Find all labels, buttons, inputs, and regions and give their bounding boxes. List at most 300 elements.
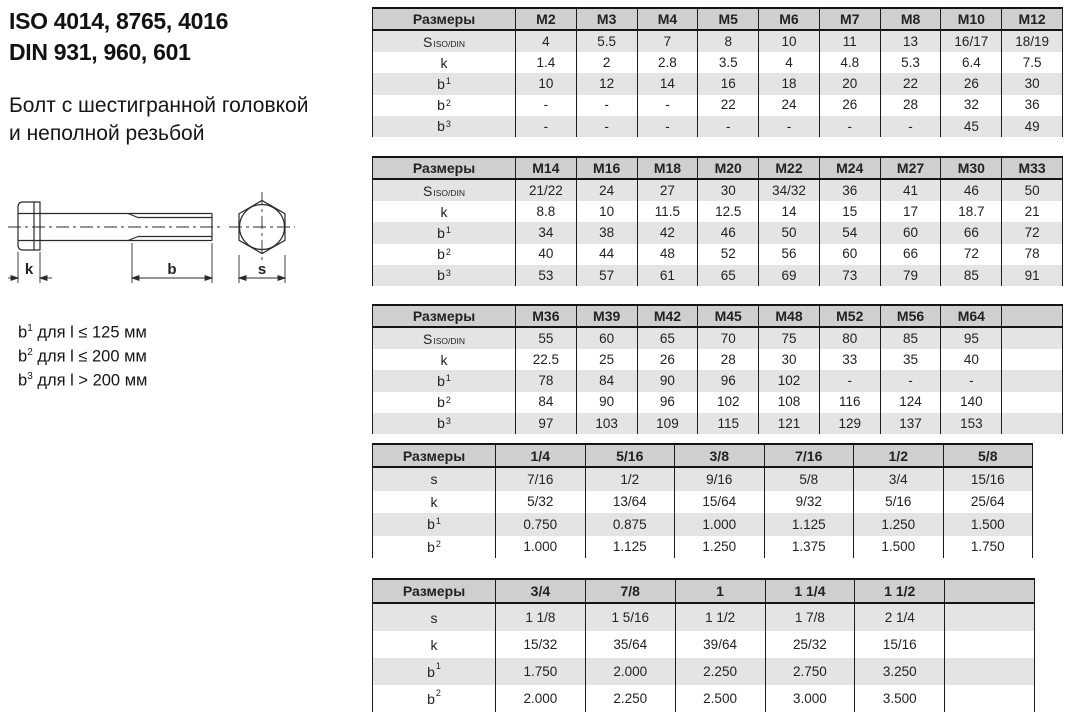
value-cell: 41 <box>881 180 942 201</box>
value-cell: 102 <box>698 392 759 413</box>
row-label <box>373 244 516 265</box>
value-cell: 3.5 <box>698 52 759 73</box>
value-cell: 1.250 <box>854 513 944 536</box>
row-label-sup: 3 <box>445 118 451 129</box>
value-cell: 52 <box>698 244 759 265</box>
value-cell: 5.5 <box>577 31 638 52</box>
value-cell: 4 <box>516 31 577 52</box>
row-label-base: b <box>427 663 435 680</box>
column-header-cell: 5/8 <box>944 443 1034 468</box>
value-cell: 116 <box>820 392 881 413</box>
value-cell: 30 <box>698 180 759 201</box>
column-header-cell: M56 <box>881 304 942 328</box>
value-cell: 1.500 <box>854 536 944 559</box>
row-label <box>373 95 516 116</box>
dim-label-k: k <box>24 261 34 278</box>
value-cell: 2.8 <box>638 52 699 73</box>
value-cell: 11.5 <box>638 201 699 222</box>
column-header-cell: M14 <box>516 156 577 180</box>
value-cell: 56 <box>759 244 820 265</box>
column-header-cell: M30 <box>941 156 1002 180</box>
column-header-cell: 1 1/4 <box>766 578 856 604</box>
row-label-base: b <box>437 224 445 241</box>
value-cell: 24 <box>759 95 820 116</box>
row-label-sup: 2 <box>435 538 441 549</box>
column-header-cell: 5/16 <box>586 443 676 468</box>
value-cell: 20 <box>820 73 881 94</box>
row-label-sup: 3 <box>445 267 451 278</box>
value-cell: 7 <box>638 31 699 52</box>
column-header-cell: 7/8 <box>586 578 676 604</box>
value-cell: - <box>516 95 577 116</box>
value-cell: - <box>638 116 699 137</box>
value-cell: 2.500 <box>676 685 766 712</box>
note-sup: 1 <box>27 323 33 334</box>
row-label-sup: 2 <box>435 688 441 698</box>
column-header-cell: M12 <box>1002 7 1063 31</box>
value-cell: 17 <box>881 201 942 222</box>
column-header-cell <box>945 578 1035 604</box>
note-text: для l ≤ 125 мм <box>32 323 147 342</box>
row-label <box>373 370 516 391</box>
value-cell: 4.8 <box>820 52 881 73</box>
value-cell: 2.000 <box>586 658 676 685</box>
value-cell: 2.000 <box>496 685 586 712</box>
value-cell: 1.750 <box>496 658 586 685</box>
column-header-cell: M7 <box>820 7 881 31</box>
row-label <box>373 491 496 514</box>
value-cell: 129 <box>820 413 881 434</box>
value-cell: 27 <box>638 180 699 201</box>
value-cell: 15/16 <box>944 468 1034 491</box>
value-cell: 30 <box>1002 73 1063 94</box>
value-cell: 95 <box>941 328 1002 349</box>
bolt-head-outline <box>18 202 40 250</box>
note-symbol: b <box>18 371 28 390</box>
value-cell: - <box>638 95 699 116</box>
row-label <box>373 328 516 349</box>
value-cell: 12.5 <box>698 201 759 222</box>
column-header-cell: 3/8 <box>675 443 765 468</box>
value-cell: 49 <box>1002 116 1063 137</box>
value-cell: 25/64 <box>944 491 1034 514</box>
value-cell: 90 <box>638 370 699 391</box>
value-cell: 24 <box>577 180 638 201</box>
column-header-cell: 7/16 <box>765 443 855 468</box>
value-cell <box>1002 349 1063 370</box>
row-label-base: S <box>423 33 433 50</box>
inch-table-3-4-to-1-1-2 <box>372 578 1035 712</box>
value-cell: - <box>516 116 577 137</box>
value-cell: 50 <box>759 222 820 243</box>
row-label-base: b <box>427 538 435 555</box>
standards-title <box>9 6 228 68</box>
value-cell: 109 <box>638 413 699 434</box>
value-cell: 46 <box>941 180 1002 201</box>
value-cell: 96 <box>638 392 699 413</box>
row-label <box>373 685 496 712</box>
value-cell: 1.000 <box>496 536 586 559</box>
column-header-cell: M27 <box>881 156 942 180</box>
column-header-cell: M2 <box>516 7 577 31</box>
value-cell: 14 <box>759 201 820 222</box>
value-cell: 90 <box>577 392 638 413</box>
metric-table-m36-m64 <box>372 304 1063 434</box>
value-cell: 8 <box>698 31 759 52</box>
value-cell: 3/4 <box>854 468 944 491</box>
value-cell: 140 <box>941 392 1002 413</box>
row-label-base: k <box>430 493 438 510</box>
value-cell: 15/64 <box>675 491 765 514</box>
value-cell: 15/32 <box>496 631 586 658</box>
value-cell <box>945 631 1035 658</box>
note-symbol: b <box>18 323 28 342</box>
note-b2 <box>18 343 147 367</box>
value-cell: 32 <box>941 95 1002 116</box>
column-header-cell: M42 <box>638 304 699 328</box>
row-label-base: S <box>423 182 433 199</box>
value-cell: 57 <box>577 265 638 286</box>
value-cell: 1.375 <box>765 536 855 559</box>
value-cell: 34/32 <box>759 180 820 201</box>
value-cell: 121 <box>759 413 820 434</box>
column-header-cell: M16 <box>577 156 638 180</box>
column-header-cell: M45 <box>698 304 759 328</box>
value-cell: 0.875 <box>586 513 676 536</box>
value-cell: 33 <box>820 349 881 370</box>
value-cell: 22 <box>881 73 942 94</box>
column-header-cell: M48 <box>759 304 820 328</box>
value-cell <box>945 604 1035 631</box>
value-cell <box>945 685 1035 712</box>
row-label-sup: 1 <box>445 76 451 87</box>
table-header-sizes: Размеры <box>373 7 516 31</box>
row-label-sub: ISO/DIN <box>433 187 465 198</box>
column-header-cell: 1/4 <box>496 443 586 468</box>
column-header-cell: M52 <box>820 304 881 328</box>
value-cell <box>1002 392 1063 413</box>
description-line-2: и неполной резьбой <box>9 122 205 145</box>
value-cell: 73 <box>820 265 881 286</box>
value-cell: 5/16 <box>854 491 944 514</box>
row-label <box>373 180 516 201</box>
value-cell <box>1002 413 1063 434</box>
value-cell: 48 <box>638 244 699 265</box>
value-cell: 5.3 <box>881 52 942 73</box>
value-cell: 61 <box>638 265 699 286</box>
value-cell: 10 <box>577 201 638 222</box>
value-cell: 25 <box>577 349 638 370</box>
value-cell: 0.750 <box>496 513 586 536</box>
value-cell: 10 <box>759 31 820 52</box>
table-header-sizes: Размеры <box>373 578 496 604</box>
value-cell: 14 <box>638 73 699 94</box>
value-cell: 22 <box>698 95 759 116</box>
value-cell: 45 <box>941 116 1002 137</box>
row-label-base: b <box>437 246 445 263</box>
value-cell: 72 <box>941 244 1002 265</box>
value-cell: 60 <box>881 222 942 243</box>
product-description <box>9 92 308 148</box>
value-cell: 25/32 <box>766 631 856 658</box>
column-header-cell <box>1002 304 1063 328</box>
column-header-cell: M64 <box>941 304 1002 328</box>
value-cell: 18/19 <box>1002 31 1063 52</box>
value-cell: 84 <box>577 370 638 391</box>
value-cell: 85 <box>881 328 942 349</box>
value-cell: 40 <box>516 244 577 265</box>
metric-table-m14-m33 <box>372 156 1063 286</box>
value-cell: 97 <box>516 413 577 434</box>
value-cell: 78 <box>1002 244 1063 265</box>
value-cell: 1 7/8 <box>766 604 856 631</box>
row-label-base: b <box>437 118 445 135</box>
value-cell: 35/64 <box>586 631 676 658</box>
value-cell: 66 <box>881 244 942 265</box>
value-cell: 2 1/4 <box>855 604 945 631</box>
value-cell: 18 <box>759 73 820 94</box>
column-header-cell: M33 <box>1002 156 1063 180</box>
value-cell: 28 <box>698 349 759 370</box>
column-header-cell: M36 <box>516 304 577 328</box>
value-cell: 115 <box>698 413 759 434</box>
value-cell: 28 <box>881 95 942 116</box>
row-label-base: b <box>437 415 445 432</box>
row-label-base: k <box>440 351 448 368</box>
column-header-cell: M20 <box>698 156 759 180</box>
value-cell: 1.000 <box>675 513 765 536</box>
row-label <box>373 73 516 94</box>
value-cell: 26 <box>638 349 699 370</box>
value-cell: 65 <box>638 328 699 349</box>
value-cell: 21 <box>1002 201 1063 222</box>
row-label <box>373 468 496 491</box>
value-cell: 9/16 <box>675 468 765 491</box>
value-cell: 15/16 <box>855 631 945 658</box>
row-label <box>373 604 496 631</box>
value-cell: 72 <box>1002 222 1063 243</box>
row-label <box>373 349 516 370</box>
column-header-cell: M18 <box>638 156 699 180</box>
value-cell: 13/64 <box>586 491 676 514</box>
value-cell: 54 <box>820 222 881 243</box>
row-label-base: b <box>437 394 445 411</box>
row-label-sup: 2 <box>445 246 451 257</box>
value-cell: 15 <box>820 201 881 222</box>
value-cell: 103 <box>577 413 638 434</box>
row-label <box>373 513 496 536</box>
value-cell: 3.500 <box>855 685 945 712</box>
value-cell: 66 <box>941 222 1002 243</box>
value-cell: 44 <box>577 244 638 265</box>
note-text: для l ≤ 200 мм <box>32 347 147 366</box>
table-header-sizes: Размеры <box>373 156 516 180</box>
row-label-sup: 1 <box>435 516 441 526</box>
row-label-base: b <box>437 372 445 389</box>
row-label-base: k <box>430 636 438 653</box>
value-cell: 1/2 <box>586 468 676 491</box>
column-header-cell: M4 <box>638 7 699 31</box>
value-cell: 124 <box>881 392 942 413</box>
column-header-cell: 1/2 <box>854 443 944 468</box>
value-cell: 78 <box>516 370 577 391</box>
value-cell: 1.4 <box>516 52 577 73</box>
row-label-base: b <box>437 75 445 92</box>
row-label-base: k <box>440 203 448 220</box>
value-cell: 35 <box>881 349 942 370</box>
value-cell: 60 <box>820 244 881 265</box>
note-symbol: b <box>18 347 28 366</box>
metric-table-m2-m12 <box>372 7 1063 137</box>
value-cell: 137 <box>881 413 942 434</box>
value-cell: 1.125 <box>586 536 676 559</box>
value-cell: 70 <box>698 328 759 349</box>
value-cell: 40 <box>941 349 1002 370</box>
value-cell: - <box>881 370 942 391</box>
row-label-sup: 1 <box>445 225 451 236</box>
row-label <box>373 536 496 559</box>
note-b1 <box>18 319 147 343</box>
value-cell: 3.000 <box>766 685 856 712</box>
value-cell: 96 <box>698 370 759 391</box>
iso-standards-line: ISO 4014, 8765, 4016 <box>9 8 229 34</box>
value-cell <box>1002 370 1063 391</box>
value-cell: 3.250 <box>855 658 945 685</box>
value-cell: 2.750 <box>766 658 856 685</box>
value-cell: - <box>881 116 942 137</box>
value-cell: 6.4 <box>941 52 1002 73</box>
value-cell: 30 <box>759 349 820 370</box>
value-cell: - <box>698 116 759 137</box>
column-header-cell: 1 <box>676 578 766 604</box>
value-cell: 1.250 <box>675 536 765 559</box>
row-label-base: b <box>437 267 445 284</box>
column-header-cell: 3/4 <box>496 578 586 604</box>
row-label-sup: 2 <box>445 97 451 108</box>
row-label-sup: 1 <box>435 661 441 671</box>
note-text: для l > 200 мм <box>32 371 148 390</box>
dim-label-s: s <box>257 261 267 278</box>
row-label-sup: 3 <box>445 415 451 426</box>
table-header-sizes: Размеры <box>373 304 516 328</box>
value-cell: 9/32 <box>765 491 855 514</box>
row-label-sub: ISO/DIN <box>433 38 465 49</box>
row-label-base: b <box>427 690 435 707</box>
column-header-cell: M10 <box>941 7 1002 31</box>
value-cell: 84 <box>516 392 577 413</box>
value-cell: - <box>941 370 1002 391</box>
value-cell: - <box>577 95 638 116</box>
column-header-cell: M24 <box>820 156 881 180</box>
column-header-cell: M8 <box>881 7 942 31</box>
value-cell: 36 <box>1002 95 1063 116</box>
value-cell: 8.8 <box>516 201 577 222</box>
value-cell: 2.250 <box>586 685 676 712</box>
value-cell: 21/22 <box>516 180 577 201</box>
value-cell: 1 1/8 <box>496 604 586 631</box>
value-cell: 65 <box>698 265 759 286</box>
value-cell: 4 <box>759 52 820 73</box>
row-label <box>373 116 516 137</box>
value-cell: 13 <box>881 31 942 52</box>
value-cell: 38 <box>577 222 638 243</box>
note-b3 <box>18 367 147 391</box>
value-cell: 5/32 <box>496 491 586 514</box>
value-cell: 10 <box>516 73 577 94</box>
row-label <box>373 52 516 73</box>
value-cell: 39/64 <box>676 631 766 658</box>
value-cell: 55 <box>516 328 577 349</box>
value-cell: 69 <box>759 265 820 286</box>
bolt-technical-drawing <box>6 190 316 295</box>
value-cell: 26 <box>941 73 1002 94</box>
value-cell: 46 <box>698 222 759 243</box>
row-label <box>373 265 516 286</box>
row-label-base: s <box>430 471 438 488</box>
value-cell: 7.5 <box>1002 52 1063 73</box>
row-label <box>373 658 496 685</box>
value-cell: 91 <box>1002 265 1063 286</box>
row-label <box>373 392 516 413</box>
value-cell: 22.5 <box>516 349 577 370</box>
value-cell: 16/17 <box>941 31 1002 52</box>
value-cell: - <box>577 116 638 137</box>
thread-length-notes <box>18 319 147 391</box>
value-cell <box>945 658 1035 685</box>
value-cell: 85 <box>941 265 1002 286</box>
value-cell: - <box>820 116 881 137</box>
value-cell: 26 <box>820 95 881 116</box>
column-header-cell: M39 <box>577 304 638 328</box>
row-label-base: s <box>430 609 438 626</box>
value-cell: 79 <box>881 265 942 286</box>
value-cell <box>1002 328 1063 349</box>
row-label-base: b <box>437 97 445 114</box>
row-label-base: k <box>440 54 448 71</box>
value-cell: 53 <box>516 265 577 286</box>
row-label-base: b <box>427 516 435 533</box>
value-cell: 34 <box>516 222 577 243</box>
inch-table-quarter-to-5-8 <box>372 443 1033 558</box>
value-cell: 16 <box>698 73 759 94</box>
note-sup: 2 <box>27 347 33 358</box>
dim-label-b: b <box>167 261 177 278</box>
value-cell: 1 5/16 <box>586 604 676 631</box>
value-cell: 108 <box>759 392 820 413</box>
row-label <box>373 201 516 222</box>
value-cell: 12 <box>577 73 638 94</box>
row-label <box>373 222 516 243</box>
value-cell: 60 <box>577 328 638 349</box>
value-cell: 1 1/2 <box>676 604 766 631</box>
value-cell: 2.250 <box>676 658 766 685</box>
row-label-base: S <box>423 330 433 347</box>
value-cell: 1.500 <box>944 513 1034 536</box>
column-header-cell: M3 <box>577 7 638 31</box>
din-standards-line: DIN 931, 960, 601 <box>9 39 191 65</box>
value-cell: 153 <box>941 413 1002 434</box>
value-cell: 2 <box>577 52 638 73</box>
value-cell: 42 <box>638 222 699 243</box>
value-cell: 18.7 <box>941 201 1002 222</box>
column-header-cell: 1 1/2 <box>855 578 945 604</box>
value-cell: - <box>820 370 881 391</box>
value-cell: 1.750 <box>944 536 1034 559</box>
value-cell: 75 <box>759 328 820 349</box>
value-cell: 7/16 <box>496 468 586 491</box>
column-header-cell: M6 <box>759 7 820 31</box>
column-header-cell: M22 <box>759 156 820 180</box>
